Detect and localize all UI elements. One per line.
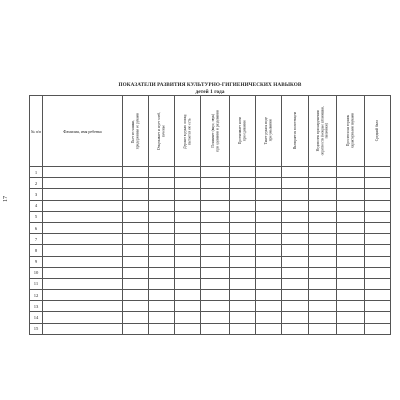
skill-score-cell [256,222,282,233]
row-number: 12 [30,290,43,301]
skill-score-cell [175,200,201,211]
skill-score-cell [309,211,337,222]
header-skill-label: Тянет руки к воде при умывании [264,117,273,145]
table-row [30,267,391,278]
skill-score-cell [282,167,309,178]
skill-score-cell [230,278,256,289]
skill-score-cell [201,267,230,278]
skill-score-cell [256,290,282,301]
skill-score-cell [201,256,230,267]
skill-score-cell [175,278,201,289]
skill-score-cell [201,290,230,301]
skill-score-cell [365,256,391,267]
table-row [30,290,391,301]
skill-score-cell [256,200,282,211]
skill-score-cell [149,234,175,245]
skill-score-cell [282,200,309,211]
skill-score-cell [175,312,201,323]
header-skill-label: Откусывает и жует хлеб, печенье [157,111,166,150]
header-child-name: Фамилия, имя ребенка [43,96,123,167]
header-skill-6 [256,96,282,167]
skill-score-cell [201,167,230,178]
header-skill-label: Пьет из чашки, придерживая ее руками [131,112,140,150]
skill-score-cell [149,178,175,189]
skill-score-cell [230,323,256,334]
header-skill-10 [365,96,391,167]
skill-score-cell [309,234,337,245]
header-skill-label: Держит в руках ложку, пытается ею есть [183,113,192,149]
child-name-cell [43,222,123,233]
skill-score-cell [149,245,175,256]
skill-score-cell [309,290,337,301]
document-title: ПОКАЗАТЕЛИ РАЗВИТИЯ КУЛЬТУРНО-ГИГИЕНИЧЕСКИХ НАВЫКОВ [118,82,302,88]
skill-score-cell [123,167,149,178]
skill-score-cell [365,178,391,189]
skill-score-cell [149,312,175,323]
skill-score-cell [309,267,337,278]
child-name-cell [43,167,123,178]
skill-score-cell [365,312,391,323]
skill-score-cell [337,290,365,301]
skill-score-cell [201,222,230,233]
header-skill-5 [230,96,256,167]
skill-score-cell [230,245,256,256]
row-number: 1 [30,167,43,178]
header-skill-7 [282,96,309,167]
skill-score-cell [230,200,256,211]
child-name-cell [43,189,123,200]
skill-score-cell [309,222,337,233]
skill-score-cell [309,167,337,178]
skill-score-cell [256,312,282,323]
table-row [30,256,391,267]
table-row [30,178,391,189]
skill-score-cell [201,245,230,256]
skill-score-cell [282,256,309,267]
skill-score-cell [365,267,391,278]
child-name-cell [43,256,123,267]
skill-score-cell [149,267,175,278]
child-name-cell [43,323,123,334]
skill-score-cell [201,189,230,200]
skill-score-cell [123,278,149,289]
header-skill-9 [337,96,365,167]
skill-score-cell [256,278,282,289]
skill-score-cell [230,256,256,267]
header-skill-label: Протягивает ноги при одевании [238,117,247,145]
skill-score-cell [337,323,365,334]
skill-score-cell [337,301,365,312]
table-row [30,200,391,211]
skill-score-cell [256,234,282,245]
skill-score-cell [256,323,282,334]
child-name-cell [43,290,123,301]
skill-score-cell [201,200,230,211]
skill-score-cell [175,178,201,189]
skill-score-cell [201,234,230,245]
skill-score-cell [337,211,365,222]
skill-score-cell [309,200,337,211]
skill-score-cell [149,278,175,289]
skill-score-cell [230,234,256,245]
skill-score-cell [230,290,256,301]
skill-score-cell [149,290,175,301]
skill-score-cell [309,278,337,289]
skill-score-cell [337,200,365,211]
row-number: 11 [30,278,43,289]
document-subtitle: детей 1 года [195,88,225,95]
skill-score-cell [175,189,201,200]
skill-score-cell [282,245,309,256]
skill-score-cell [123,189,149,200]
skill-score-cell [365,301,391,312]
skill-score-cell [175,167,201,178]
skill-score-cell [149,323,175,334]
header-skill-label: Средний балл [375,120,380,142]
skill-score-cell [123,301,149,312]
skill-score-cell [309,312,337,323]
header-skill-label: Просится на горшок характерными звуками [346,113,355,149]
skill-score-cell [365,323,391,334]
skill-score-cell [282,178,309,189]
row-number: 10 [30,267,43,278]
skill-score-cell [123,211,149,222]
skill-score-cell [282,222,309,233]
skill-score-cell [256,256,282,267]
skill-score-cell [337,267,365,278]
skill-score-cell [175,234,201,245]
skill-score-cell [365,189,391,200]
skill-score-cell [365,211,391,222]
skill-score-cell [309,178,337,189]
skill-score-cell [337,167,365,178]
child-name-cell [43,312,123,323]
row-number: 2 [30,178,43,189]
row-number: 14 [30,312,43,323]
row-number: 9 [30,256,43,267]
skill-score-cell [282,301,309,312]
skill-score-cell [123,234,149,245]
skill-score-cell [365,222,391,233]
skill-score-cell [282,267,309,278]
skill-score-cell [230,301,256,312]
skill-score-cell [175,256,201,267]
skill-score-cell [201,278,230,289]
skill-score-cell [123,178,149,189]
header-skill-8 [309,96,337,167]
skill-score-cell [123,222,149,233]
child-name-cell [43,278,123,289]
skills-table [29,95,391,335]
skill-score-cell [256,267,282,278]
skill-score-cell [337,234,365,245]
skill-score-cell [337,189,365,200]
skill-score-cell [230,222,256,233]
skill-score-cell [230,178,256,189]
skill-score-cell [123,245,149,256]
header-skill-label: Вытирается полотенцем [292,112,297,150]
skill-score-cell [123,290,149,301]
skill-score-cell [230,189,256,200]
row-number: 5 [30,211,43,222]
table-row [30,278,391,289]
skill-score-cell [230,211,256,222]
table-row [30,323,391,334]
skill-score-cell [123,312,149,323]
skill-score-cell [201,323,230,334]
skill-score-cell [309,323,337,334]
table-header-row [30,96,391,167]
skill-score-cell [337,222,365,233]
table-row [30,234,391,245]
skill-score-cell [175,290,201,301]
skill-score-cell [201,211,230,222]
skill-score-cell [149,211,175,222]
skill-score-cell [256,189,282,200]
header-skill-3 [175,96,201,167]
child-name-cell [43,211,123,222]
skill-score-cell [256,301,282,312]
skill-score-cell [175,323,201,334]
skill-score-cell [365,200,391,211]
skill-score-cell [337,312,365,323]
skill-score-cell [201,178,230,189]
header-skill-4 [201,96,230,167]
header-skill-1 [123,96,149,167]
skill-score-cell [149,200,175,211]
skill-score-cell [230,267,256,278]
row-number: 15 [30,323,43,334]
row-number: 3 [30,189,43,200]
skill-score-cell [282,189,309,200]
skill-score-cell [201,301,230,312]
skill-score-cell [149,222,175,233]
skill-score-cell [309,301,337,312]
table-row [30,167,391,178]
skill-score-cell [282,290,309,301]
skill-score-cell [365,245,391,256]
skill-score-cell [309,256,337,267]
child-name-cell [43,301,123,312]
table-row [30,245,391,256]
skill-score-cell [123,267,149,278]
skill-score-cell [230,167,256,178]
header-skill-2 [149,96,175,167]
page-number: 17 [3,196,9,202]
skill-score-cell [256,211,282,222]
row-number: 6 [30,222,43,233]
skill-score-cell [175,222,201,233]
skill-score-cell [123,323,149,334]
table-row [30,211,391,222]
skill-score-cell [149,189,175,200]
child-name-cell [43,234,123,245]
skill-score-cell [123,200,149,211]
skill-score-cell [365,234,391,245]
table-row [30,301,391,312]
skill-score-cell [282,278,309,289]
skill-score-cell [149,301,175,312]
skill-score-cell [337,256,365,267]
row-number: 13 [30,301,43,312]
skill-score-cell [149,256,175,267]
skill-score-cell [149,167,175,178]
skill-score-cell [123,256,149,267]
skill-score-cell [365,278,391,289]
skill-score-cell [256,167,282,178]
skill-score-cell [337,245,365,256]
row-number: 7 [30,234,43,245]
table-row [30,222,391,233]
table-row [30,312,391,323]
row-number: 8 [30,245,43,256]
skill-score-cell [175,211,201,222]
child-name-cell [43,245,123,256]
skill-score-cell [256,245,282,256]
header-skill-label: Недоволен при нарушении опрятности (мокрые штанишки, пальчики) [316,106,329,156]
skill-score-cell [282,323,309,334]
child-name-cell [43,200,123,211]
skill-score-cell [309,245,337,256]
skill-score-cell [309,189,337,200]
header-number: № п/п [30,96,43,167]
skill-score-cell [230,312,256,323]
skill-score-cell [365,167,391,178]
table-row [30,189,391,200]
header-skill-label: Понимает (вкус, звук) при одевании и раздевании [210,110,219,152]
skill-score-cell [337,178,365,189]
table-body [30,167,391,335]
child-name-cell [43,267,123,278]
skill-score-cell [175,301,201,312]
skill-score-cell [175,267,201,278]
row-number: 4 [30,200,43,211]
skill-score-cell [256,178,282,189]
skill-score-cell [201,312,230,323]
child-name-cell [43,178,123,189]
skill-score-cell [282,211,309,222]
skill-score-cell [365,290,391,301]
skill-score-cell [337,278,365,289]
skill-score-cell [282,312,309,323]
skill-score-cell [282,234,309,245]
skill-score-cell [175,245,201,256]
